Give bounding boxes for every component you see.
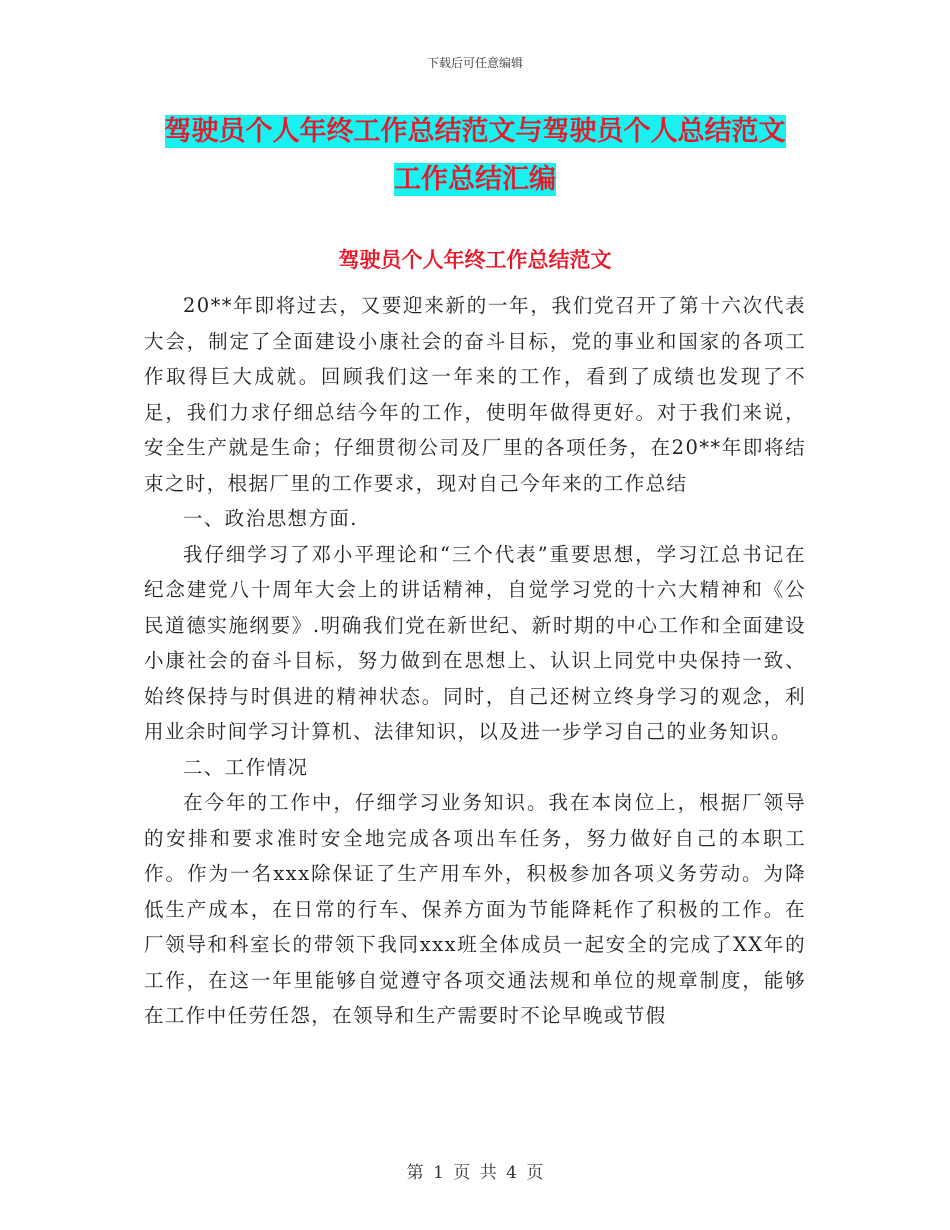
document-body <box>144 288 806 1034</box>
title-highlight-1: 驾驶员个人年终工作总结范文与驾驶员个人总结范文 <box>164 116 786 147</box>
section-title: 驾驶员个人年终工作总结范文 <box>338 248 612 272</box>
document-title-line-2 <box>0 156 950 204</box>
document-title-line-1 <box>0 108 950 156</box>
paragraph-political: 我仔细学习了邓小平理论和“三个代表”重要思想，学习江总书记在纪念建党八十周年大会上的讲话精神，自觉学习党的十六大精神和《公民道德实施纲要》.明确我们党在新世纪、新时期的中心工作和全面建设小康社会的奋斗目标，努力做到在思想上、认识上同党中央保持一致、始终保持与时俱进的精神状态。同时，自己还树立终身学习的观念，利用业余时间学习计算机、法律知识，以及进一步学习自己的业务知识。 <box>144 542 806 743</box>
paragraph-work: 在今年的工作中，仔细学习业务知识。我在本岗位上，根据厂领导的安排和要求准时安全地完成各项出车任务，努力做好自己的本职工作。作为一名xxx除保证了生产用车外，积极参加各项义务劳动。为降低生产成本，在日常的行车、保养方面为节能降耗作了积极的工作。在厂领导和科室长的带领下我同xxx班全体成员一起安全的完成了XX年的工作，在这一年里能够自觉遵守各项交通法规和单位的规章制度，能够在工作中任劳任怨，在领导和生产需要时不论早晚或节假 <box>144 791 806 1027</box>
header-note: 下载后可任意编辑 <box>426 56 523 70</box>
document-title <box>0 108 950 204</box>
paragraph-intro: 20**年即将过去，又要迎来新的一年，我们党召开了第十六次代表大会，制定了全面建设小康社会的奋斗目标，党的事业和国家的各项工作取得巨大成就。回顾我们这一年来的工作，看到了成绩也发现了不足，我们力求仔细总结今年的工作，使明年做得更好。对于我们来说，安全生产就是生命；仔细贯彻公司及厂里的各项任务，在20**年即将结束之时，根据厂里的工作要求，现对自己今年来的工作总结 <box>144 294 806 495</box>
title-highlight-2: 工作总结汇编 <box>394 164 556 195</box>
heading-work: 二、工作情况 <box>183 755 309 779</box>
heading-political: 一、政治思想方面. <box>183 507 358 530</box>
page-footer: 第 1 页 共 4 页 <box>406 1163 544 1183</box>
